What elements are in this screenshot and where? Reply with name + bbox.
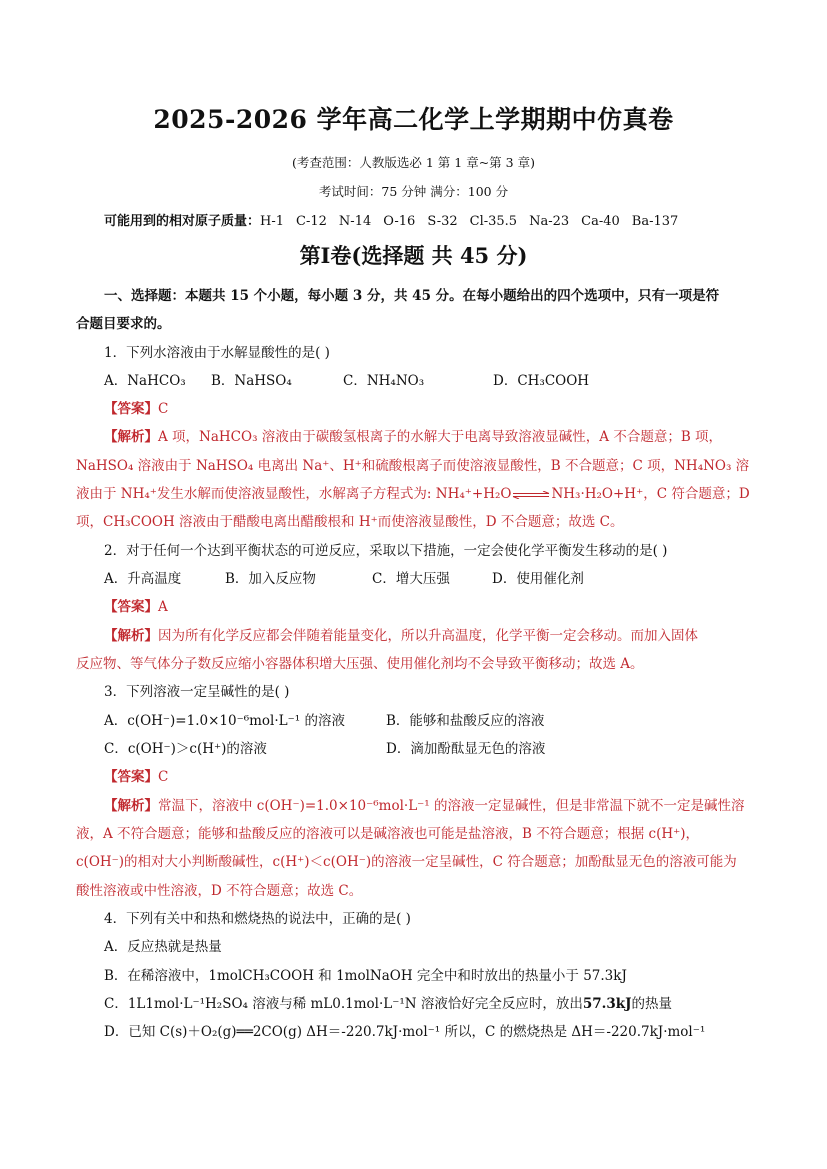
analysis-text: A 项，NaHCO₃ 溶液由于碳酸氢根离子的水解大于电离导致溶液显碱性，A 不合题意；B 项， (158, 429, 723, 445)
analysis-label: 【解析】 (104, 429, 158, 445)
mass-item: H-1 (260, 214, 285, 229)
q1-analysis-line: 项，CH₃COOH 溶液由于醋酸电离出醋酸根和 H⁺而使溶液显酸性，D 不合题意；故选 C。 (76, 514, 624, 530)
question-4-stem: 4．下列有关中和热和燃烧热的说法中，正确的是( ) (104, 911, 411, 927)
q2-option-c: C．增大压强 (372, 571, 450, 587)
option-text: C．1L1mol·L⁻¹H₂SO₄ 溶液与稀 mL0.1mol·L⁻¹N 溶液恰好完全反应时，放出 (104, 996, 583, 1012)
q1-answer (104, 399, 168, 419)
q1-analysis-line (76, 484, 750, 504)
answer-label: 【答案】 (104, 769, 158, 785)
analysis-text: NH₃·H₂O+H⁺，C 符合题意；D (551, 486, 750, 502)
q1-analysis-line (104, 427, 722, 447)
q1-analysis-line: NaHSO₄ 溶液由于 NaHSO₄ 电离出 Na⁺、H⁺和硫酸根离子而使溶液显酸性，B 不合题意；C 项，NH₄NO₃ 溶 (76, 458, 750, 474)
answer-value: C (158, 769, 169, 785)
question-1-stem: 1．下列水溶液由于水解显酸性的是( ) (104, 345, 330, 361)
q1-option-a: A．NaHCO₃ (104, 373, 186, 389)
q4-option-b: B．在稀溶液中，1molCH₃COOH 和 1molNaOH 完全中和时放出的热量小于 57.3kJ (104, 968, 627, 984)
q2-option-d: D．使用催化剂 (492, 571, 584, 587)
q3-option-d: D．滴加酚酞显无色的溶液 (386, 741, 546, 757)
q4-option-d: D．已知 C(s)＋O₂(g)══2CO(g) ΔH＝-220.7kJ·mol⁻¹ 所以，C 的燃烧热是 ΔH＝-220.7kJ·mol⁻¹ (104, 1024, 706, 1040)
q3-option-a: A．c(OH⁻)=1.0×10⁻⁶mol·L⁻¹ 的溶液 (104, 713, 345, 729)
q3-analysis-line (104, 796, 745, 816)
answer-label: 【答案】 (104, 401, 158, 417)
analysis-text: 因为所有化学反应都会伴随着能量变化，所以升高温度，化学平衡一定会移动。而加入固体 (158, 628, 698, 644)
mass-item: C-12 (296, 214, 327, 229)
atomic-masses-label: 可能用到的相对原子质量： (104, 214, 261, 229)
equilibrium-arrow-icon (511, 491, 551, 499)
section-instruction: 合题目要求的。 (76, 316, 171, 332)
q3-option-c: C．c(OH⁻)＞c(H⁺)的溶液 (104, 741, 267, 757)
mass-item: O-16 (383, 214, 416, 229)
q1-option-c: C．NH₄NO₃ (343, 373, 425, 389)
q3-analysis-line: 酸性溶液或中性溶液，D 不符合题意；故选 C。 (76, 883, 363, 899)
answer-value: A (158, 599, 168, 615)
atomic-masses (104, 210, 690, 229)
q4-option-c (104, 994, 672, 1014)
q3-analysis-line: 液，A 不符合题意；能够和盐酸反应的溶液可以是碱溶液也可能是盐溶液，B 不符合题意；根据 c(H⁺)， (76, 826, 700, 842)
q3-answer (104, 767, 168, 787)
analysis-text: 液由于 NH₄⁺发生水解而使溶液显酸性，水解离子方程式为: NH₄⁺+H₂O (76, 486, 512, 502)
answer-value: C (158, 401, 169, 417)
exam-time: 考试时间：75 分钟 满分：100 分 (318, 184, 509, 199)
question-2-stem: 2．对于任何一个达到平衡状态的可逆反应，采取以下措施，一定会使化学平衡发生移动的是( ) (104, 543, 668, 559)
analysis-text: 常温下，溶液中 c(OH⁻)=1.0×10⁻⁶mol·L⁻¹ 的溶液一定显碱性，但是非常温下就不一定是碱性溶 (158, 798, 745, 814)
q2-option-a: A．升高温度 (104, 571, 182, 587)
option-text-bold: 57.3kJ (582, 996, 632, 1012)
section-title: 第Ⅰ卷(选择题 共 45 分) (299, 243, 528, 268)
analysis-label: 【解析】 (104, 798, 158, 814)
q4-option-a: A．反应热就是热量 (104, 939, 222, 955)
q2-answer (104, 597, 168, 617)
mass-item: Cl-35.5 (469, 214, 518, 229)
answer-label: 【答案】 (104, 599, 158, 615)
q3-option-b: B．能够和盐酸反应的溶液 (386, 713, 545, 729)
q2-analysis-line (104, 626, 698, 646)
page-title: 2025-2026 学年高二化学上学期期中仿真卷 (153, 105, 674, 134)
section-instruction: 一、选择题：本题共 15 个小题，每小题 3 分，共 45 分。在每小题给出的四个选项中，只有一项是符 (104, 288, 720, 304)
mass-item: Na-23 (529, 214, 570, 229)
mass-item: S-32 (427, 214, 458, 229)
q3-analysis-line: c(OH⁻)的相对大小判断酸碱性，c(H⁺)＜c(OH⁻)的溶液一定呈碱性，C 符合题意；加酚酞显无色的溶液可能为 (76, 854, 737, 870)
q1-option-b: B．NaHSO₄ (211, 373, 292, 389)
q1-option-d: D．CH₃COOH (493, 373, 590, 389)
q2-option-b: B．加入反应物 (225, 571, 316, 587)
option-text: 的热量 (631, 996, 673, 1012)
mass-item: Ba-137 (631, 214, 679, 229)
exam-scope: (考查范围：人教版选必 1 第 1 章~第 3 章) (292, 155, 535, 170)
question-3-stem: 3．下列溶液一定呈碱性的是( ) (104, 684, 290, 700)
analysis-label: 【解析】 (104, 628, 158, 644)
mass-item: N-14 (338, 214, 372, 229)
q2-analysis-line: 反应物、等气体分子数反应缩小容器体积增大压强、使用催化剂均不会导致平衡移动；故选 A。 (76, 656, 644, 672)
mass-item: Ca-40 (581, 214, 620, 229)
